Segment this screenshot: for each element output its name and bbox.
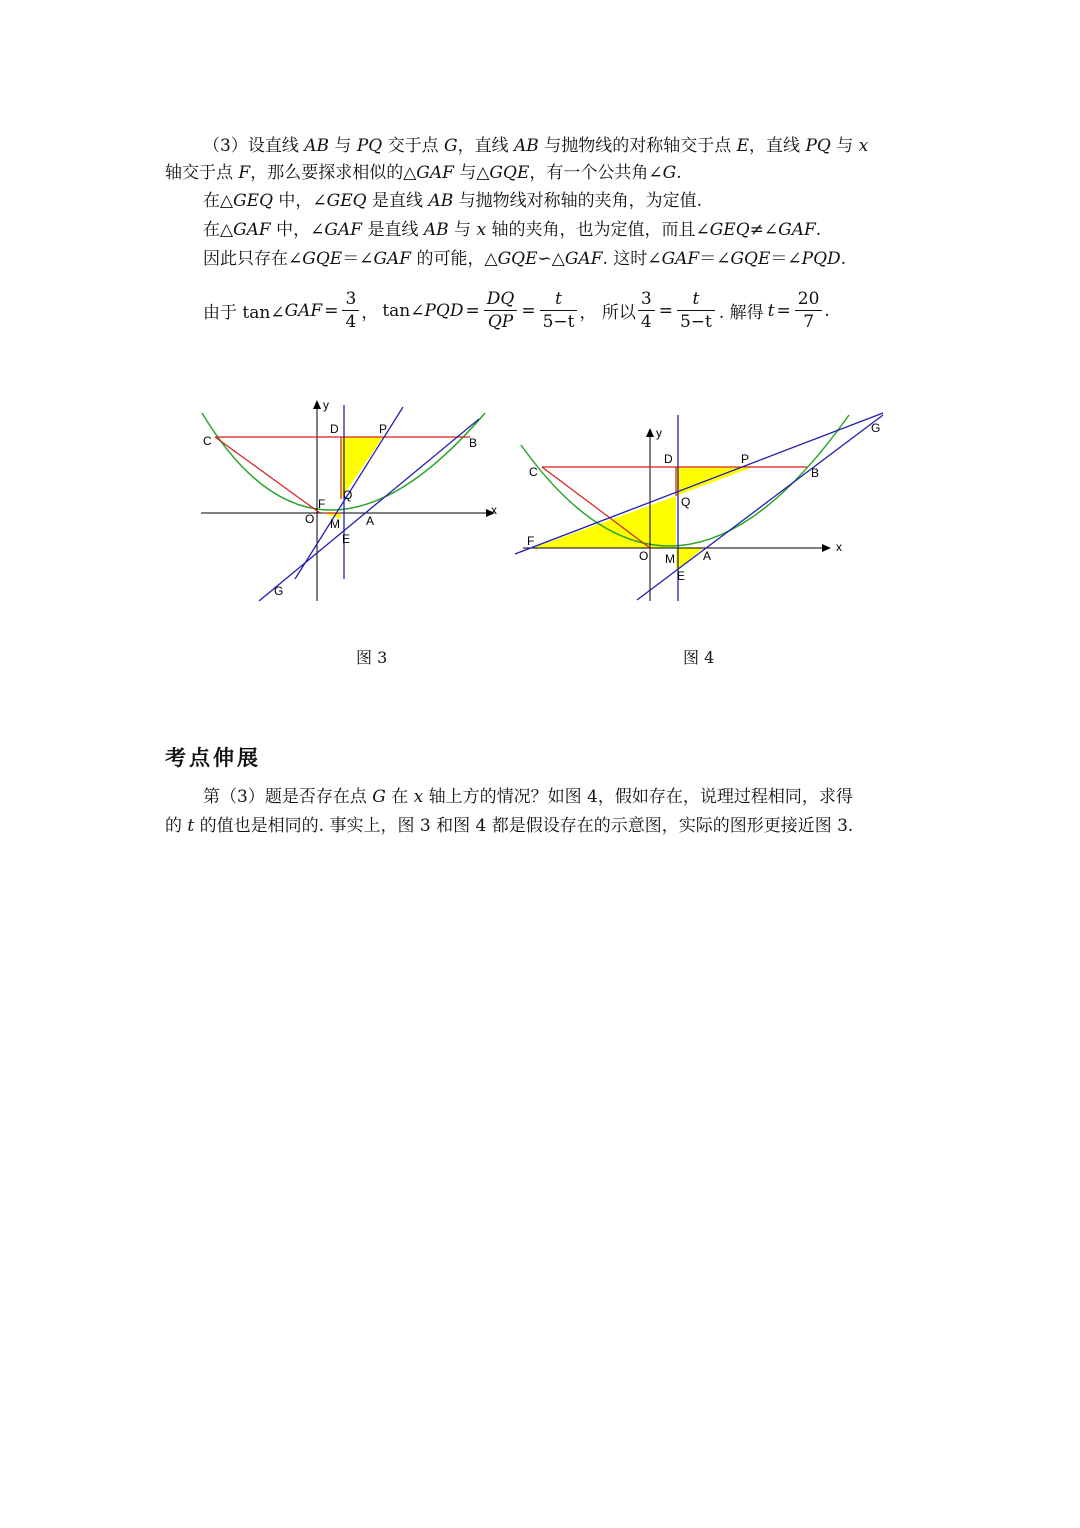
fig3-label-q: Q	[343, 488, 353, 502]
fig4-label-p: P	[741, 452, 750, 466]
math-eq-1: =	[324, 300, 339, 321]
text-run: 是直线	[362, 220, 424, 240]
math-variable: E	[736, 136, 750, 156]
fig4-label-o: O	[639, 549, 649, 563]
text-run: ，直线	[749, 136, 806, 156]
fig3-label-m: M	[330, 517, 340, 531]
text-run: 在	[385, 787, 414, 807]
math-eq-2: =	[465, 300, 480, 321]
math-variable: x	[858, 136, 869, 156]
text-run: 与抛物线的对称轴交于点	[538, 136, 737, 156]
section-paragraph-line-1	[203, 786, 853, 808]
paragraph-line-4	[203, 219, 821, 241]
text-run: . 这时∠	[602, 249, 662, 269]
fig4-label-x: x	[836, 540, 842, 554]
text-run: ＝∠	[342, 249, 374, 269]
math-variable: GAF	[661, 249, 700, 269]
math-comma-1: ，	[361, 303, 379, 323]
math-gaf: GAF	[284, 300, 323, 321]
fraction-3-4: $\frac{3}{4}$	[342, 288, 359, 333]
math-variable: GQE	[489, 163, 530, 183]
paragraph-line-2	[165, 162, 682, 184]
math-pqd: PQD	[424, 300, 464, 321]
text-run: ∽△	[537, 249, 565, 269]
math-variable: GEQ	[709, 220, 750, 240]
text-run: 在△	[203, 191, 234, 211]
fig3-label-c: C	[203, 434, 212, 448]
fig3-label-a: A	[366, 514, 375, 528]
text-run: .	[815, 220, 822, 240]
fig4-label-d: D	[664, 452, 673, 466]
fig4-label-e: E	[677, 569, 686, 583]
fig4-x-arrow	[822, 544, 831, 552]
paragraph-line-1	[203, 135, 868, 157]
fig3-label-g: G	[274, 584, 284, 598]
text-run: 与抛物线对称轴的夹角，为定值.	[453, 191, 703, 211]
fraction-3-4-b: $\frac{3}{4}$	[638, 288, 655, 333]
text-run: 的可能，△	[411, 249, 498, 269]
fraction-dq-qp: $\frac{DQ}{QP}$	[484, 288, 518, 333]
fig4-line-fg	[515, 413, 883, 554]
math-variable: GAF	[416, 163, 454, 183]
fig3-label-d: D	[330, 422, 339, 436]
math-variable: GQE	[497, 249, 538, 269]
math-variable: GEQ	[326, 191, 367, 211]
math-variable: GQE	[730, 249, 771, 269]
text-run: .	[676, 163, 682, 183]
section-heading: 考点伸展	[165, 746, 261, 770]
fig4-triangle-dpq	[676, 467, 753, 496]
text-run: ＝∠	[770, 249, 802, 269]
fig3-label-o: O	[305, 512, 315, 526]
text-run: 轴上方的情况？如图 4，假如存在，说理过程相同，求得	[423, 787, 853, 807]
text-run: 交于点	[382, 136, 445, 156]
math-eq-4: =	[658, 300, 673, 321]
math-variable: x	[413, 787, 424, 807]
math-variable: G	[444, 136, 458, 156]
fig3-label-p: P	[379, 422, 388, 436]
math-variable: x	[476, 220, 487, 240]
math-eq-5: =	[776, 300, 791, 321]
paragraph-line-3	[203, 190, 702, 212]
fig4-label-f: F	[527, 534, 535, 548]
text-run: 因此只存在∠	[203, 249, 303, 269]
text-run: 轴的夹角，也为定值，而且∠	[486, 220, 710, 240]
math-prefix: 由于 tan∠	[203, 303, 285, 323]
figure-4-caption: 图 4	[683, 648, 715, 667]
text-run: 与	[329, 136, 357, 156]
fig4-triangle-fqo	[533, 496, 676, 548]
math-eq-3: =	[521, 300, 536, 321]
fig4-label-g: G	[871, 421, 881, 435]
fig3-y-arrow	[313, 400, 321, 409]
math-variable: AB	[428, 191, 454, 211]
math-variable: AB	[514, 136, 539, 156]
fraction-t-5mt-b: $\frac{t}{5-t}$	[677, 288, 715, 333]
fig4-label-y: y	[656, 426, 662, 440]
fig3-label-e: E	[342, 532, 351, 546]
fig3-label-f: F	[318, 497, 326, 511]
math-comma-2: ， 所以	[579, 303, 636, 323]
fig4-label-c: C	[529, 465, 538, 479]
text-run: .	[840, 249, 847, 269]
fraction-20-7: $\frac{20}{7}$	[795, 288, 823, 333]
figure-3	[195, 395, 505, 605]
section-paragraph-line-2	[165, 815, 853, 837]
figure-4	[515, 405, 895, 605]
fig4-y-arrow	[646, 428, 654, 437]
text-run: （3）设直线	[203, 136, 305, 156]
math-variable: GAF	[373, 249, 412, 269]
fraction-t-5mt: $\frac{t}{5-t}$	[540, 288, 578, 333]
math-variable: G	[372, 787, 386, 807]
fig4-label-q: Q	[681, 495, 691, 509]
text-run: 轴交于点	[165, 163, 239, 183]
text-run: 中，∠	[270, 220, 325, 240]
math-t: t	[767, 300, 775, 321]
text-run: ≠∠	[749, 220, 779, 240]
text-run: 的	[165, 816, 188, 836]
math-variable: GQE	[302, 249, 343, 269]
fig3-segment-co	[215, 437, 320, 513]
text-run: ，有一个公共角∠	[529, 163, 663, 183]
text-run: ＝∠	[699, 249, 731, 269]
math-variable: GAF	[324, 220, 363, 240]
math-variable: t	[187, 816, 195, 836]
math-variable: PQD	[801, 249, 841, 269]
text-run: 第（3）题是否存在点	[203, 787, 373, 807]
text-run: 的值也是相同的. 事实上，图 3 和图 4 都是假设存在的示意图，实际的图形更接近图 3.	[194, 816, 854, 836]
math-variable: GAF	[778, 220, 816, 240]
math-variable: AB	[304, 136, 330, 156]
math-end: .	[824, 300, 830, 321]
figure-3-caption: 图 3	[356, 648, 388, 667]
text-run: 是直线	[366, 191, 429, 211]
text-run: 与	[830, 136, 859, 156]
fig4-label-a: A	[703, 549, 712, 563]
text-run: ，直线	[457, 136, 515, 156]
fig4-label-b: B	[811, 466, 820, 480]
text-run: 在△	[203, 220, 234, 240]
math-variable: AB	[423, 220, 449, 240]
fig3-label-x: x	[491, 503, 497, 517]
tan-equation-line	[203, 288, 830, 333]
math-variable: PQ	[805, 136, 831, 156]
fig3-label-y: y	[323, 398, 329, 412]
text-run: ，那么要探求相似的△	[250, 163, 417, 183]
text-run: 与△	[453, 163, 490, 183]
text-run: 与	[448, 220, 477, 240]
math-variable: F	[238, 163, 251, 183]
fig3-label-b: B	[469, 436, 478, 450]
fig4-label-m: M	[665, 552, 675, 566]
math-variable: G	[662, 163, 677, 183]
math-solve: . 解得	[718, 303, 764, 323]
math-variable: GEQ	[233, 191, 274, 211]
math-variable: PQ	[356, 136, 383, 156]
paragraph-line-5	[203, 248, 846, 270]
math-tan-2: tan∠	[382, 300, 425, 321]
math-variable: GAF	[233, 220, 271, 240]
math-variable: GAF	[564, 249, 603, 269]
text-run: 中，∠	[273, 191, 327, 211]
